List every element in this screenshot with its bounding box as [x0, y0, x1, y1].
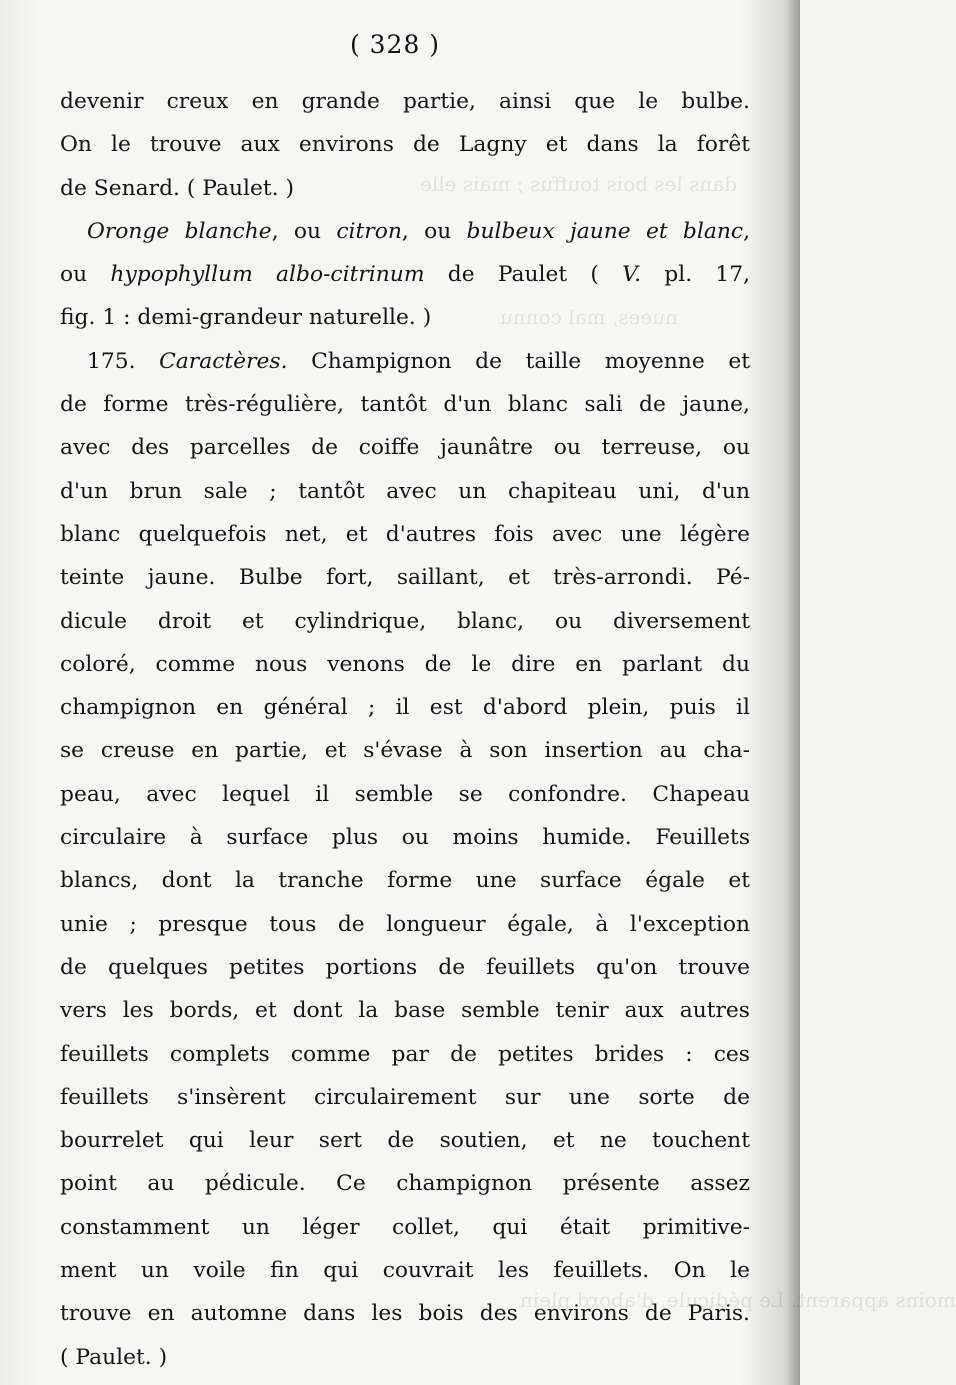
text-line: [60, 859, 750, 902]
italic-run: Oronge blanche: [87, 218, 272, 244]
italic-run: citron: [336, 218, 402, 244]
text-line: [60, 946, 750, 989]
italic-run: bulbeux jaune et blanc: [466, 218, 744, 244]
text-line: [60, 1033, 750, 1076]
text-run: devenir creux en grande partie, ainsi que le bulbe.: [60, 89, 750, 114]
text-run: 175.: [87, 348, 160, 374]
text-line: [60, 340, 750, 383]
text-line: [60, 470, 750, 513]
text-run: pl. 17,: [641, 262, 751, 288]
text-run: ment un voile fin qui couvrait les feuillets. On le: [60, 1258, 750, 1284]
bleed-through-text: dans les bois touffus ; mais elle: [420, 172, 738, 196]
text-run: bourrelet qui leur sert de soutien, et ne touchent: [60, 1128, 750, 1154]
text-run: circulaire à surface plus ou moins humide. Feuillets: [60, 825, 750, 851]
text-run: point au pédicule. Ce champignon présente assez: [60, 1171, 750, 1197]
text-line: [60, 1119, 750, 1162]
text-line: [60, 729, 750, 772]
text-line: [60, 80, 750, 123]
text-line: [60, 1162, 750, 1205]
text-line: [60, 1076, 750, 1119]
italic-run: V.: [622, 262, 642, 288]
text-line: [60, 1249, 750, 1292]
text-run: teinte jaune. Bulbe fort, saillant, et très-arrondi. Pé-: [60, 565, 750, 591]
body-text: [60, 80, 750, 1379]
italic-run: Caractères.: [159, 348, 288, 374]
bleed-through-text: nuees, mal connu: [500, 305, 678, 329]
text-line: [60, 686, 750, 729]
text-run: se creuse en partie, et s'évase à son insertion au cha-: [60, 738, 750, 764]
text-run: fig. 1 : demi-grandeur naturelle. ): [60, 305, 432, 331]
italic-run: hypophyllum albo-citrinum: [110, 262, 425, 288]
text-run: feuillets s'insèrent circulairement sur une sorte de: [60, 1084, 750, 1110]
text-run: blanc quelquefois net, et d'autres fois avec une légère: [60, 521, 750, 547]
text-run: unie ; presque tous de longueur égale, à l'exception: [60, 911, 750, 937]
text-line: [60, 1292, 750, 1335]
text-run: Champignon de taille moyenne et: [287, 348, 750, 374]
text-run: vers les bords, et dont la base semble tenir aux autres: [60, 998, 750, 1024]
text-line: [60, 296, 750, 339]
text-line: [60, 643, 750, 686]
text-line: [60, 903, 750, 946]
text-run: ( Paulet. ): [60, 1344, 168, 1370]
text-run: champignon en général ; il est d'abord plein, puis il: [60, 695, 750, 721]
text-line: [60, 1206, 750, 1249]
text-run: , ou: [401, 218, 467, 244]
text-run: peau, avec lequel il semble se confondre. Chapeau: [60, 781, 750, 807]
text-line: [60, 556, 750, 599]
text-run: ou: [60, 262, 111, 288]
text-line: [60, 773, 750, 816]
bleed-through-text: moins apparent. Le pédicule, d'abord plein: [520, 1288, 956, 1312]
text-run: blancs, dont la tranche forme une surface égale et: [60, 868, 750, 894]
text-line: [60, 600, 750, 643]
text-run: de forme très-régulière, tantôt d'un blanc sali de jaune,: [60, 392, 750, 418]
text-line: [60, 989, 750, 1032]
text-line: [60, 513, 750, 556]
page-number: ( 328 ): [349, 30, 441, 59]
text-line: [60, 210, 750, 253]
text-run: avec des parcelles de coiffe jaunâtre ou terreuse, ou: [60, 435, 750, 461]
text-run: de Paulet (: [424, 262, 623, 288]
text-run: ,: [743, 218, 751, 244]
text-run: trouve en automne dans les bois des environs de Paris.: [60, 1301, 750, 1327]
text-line: [60, 816, 750, 859]
text-run: coloré, comme nous venons de le dire en parlant du: [60, 651, 750, 677]
text-run: constamment un léger collet, qui était primitive-: [60, 1214, 750, 1240]
text-line: [60, 1336, 750, 1379]
text-line: [60, 426, 750, 469]
text-line: [60, 253, 750, 296]
text-run: dicule droit et cylindrique, blanc, ou diversement: [60, 608, 750, 634]
text-run: feuillets complets comme par de petites brides : ces: [60, 1041, 750, 1067]
text-run: , ou: [271, 218, 337, 244]
text-run: de quelques petites portions de feuillets qu'on trouve: [60, 954, 750, 980]
text-run: de Senard. ( Paulet. ): [60, 175, 295, 201]
text-line: [60, 383, 750, 426]
text-run: d'un brun sale ; tantôt avec un chapiteau uni, d'un: [60, 478, 750, 504]
text-run: On le trouve aux environs de Lagny et dans la forêt: [60, 132, 750, 158]
text-line: [60, 167, 750, 210]
text-line: [60, 123, 750, 166]
